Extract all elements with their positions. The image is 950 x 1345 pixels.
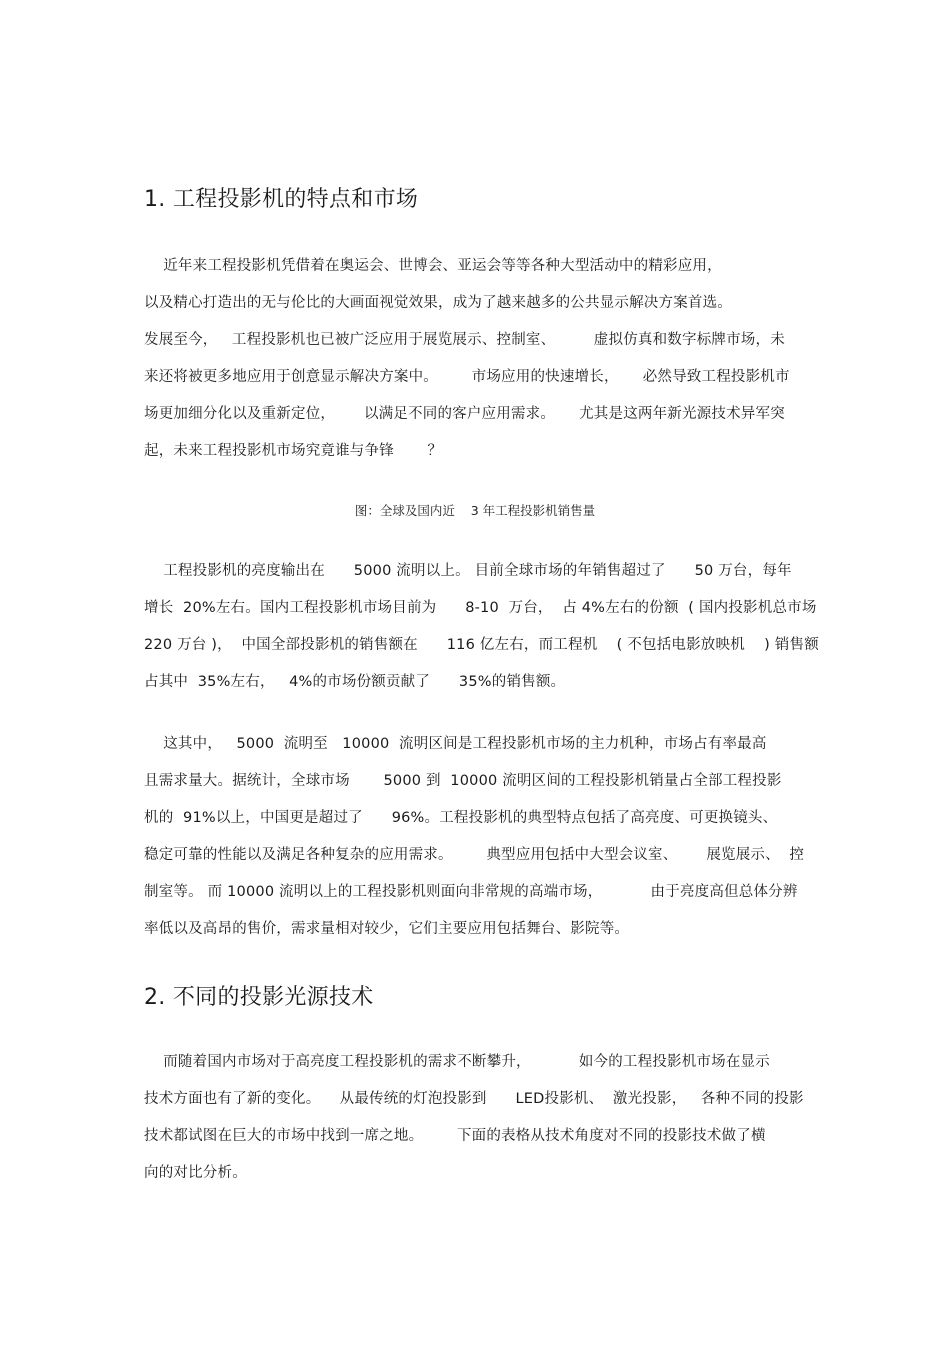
- paragraph-line: 来还将被更多地应用于创意显示解决方案中。 市场应用的快速增长， 必然导致工程投影机市: [144, 369, 790, 385]
- paragraph-line: 机的 91%以上，中国更是超过了 96%。工程投影机的典型特点包括了高亮度、可更换镜头、: [144, 810, 778, 826]
- paragraph-line: 技术都试图在巨大的市场中找到一席之地。 下面的表格从技术角度对不同的投影技术做了横: [144, 1128, 766, 1144]
- section-1-paragraph-2: [144, 553, 819, 701]
- section-1-paragraph-3: [144, 726, 814, 948]
- figure-caption: 图：全球及国内近 3 年工程投影机销售量: [354, 503, 596, 518]
- paragraph-line: 且需求量大。据统计，全球市场 5000 到 10000 流明区间的工程投影机销量占全部工程投影: [144, 773, 782, 789]
- section-2-heading: 2. 不同的投影光源技术: [144, 985, 374, 1010]
- paragraph-line: 稳定可靠的性能以及满足各种复杂的应用需求。 典型应用包括中大型会议室、 展览展示、 控: [144, 847, 805, 863]
- paragraph-line: 工程投影机的亮度输出在 5000 流明以上。 目前全球市场的年销售超过了 50 万台，每年: [144, 563, 792, 579]
- paragraph-line: 技术方面也有了新的变化。 从最传统的灯泡投影到 LED投影机、 激光投影， 各种不同的投影: [144, 1091, 804, 1107]
- paragraph-line: 发展至今， 工程投影机也已被广泛应用于展览展示、控制室、 虚拟仿真和数字标牌市场，未: [144, 332, 785, 348]
- paragraph-line: 占其中 35%左右， 4%的市场份额贡献了 35%的销售额。: [144, 674, 566, 690]
- paragraph-line: 而随着国内市场对于高亮度工程投影机的需求不断攀升， 如今的工程投影机市场在显示: [144, 1054, 770, 1070]
- paragraph-line: 这其中， 5000 流明至 10000 流明区间是工程投影机市场的主力机种，市场占有率最高: [144, 736, 767, 752]
- paragraph-line: 制室等。 而 10000 流明以上的工程投影机则面向非常规的高端市场， 由于亮度高但总体分辨: [144, 884, 798, 900]
- paragraph-line: 向的对比分析。: [144, 1165, 247, 1181]
- paragraph-line: 以及精心打造出的无与伦比的大画面视觉效果，成为了越来越多的公共显示解决方案首选。: [144, 295, 732, 311]
- section-1-paragraph-1: [144, 248, 814, 470]
- paragraph-line: 率低以及高昂的售价，需求量相对较少，它们主要应用包括舞台、影院等。: [144, 921, 630, 937]
- paragraph-line: 增长 20%左右。国内工程投影机市场目前为 8-10 万台， 占 4%左右的份额 ( 国内投影机总市场: [144, 600, 817, 616]
- paragraph-line: 近年来工程投影机凭借着在奥运会、世博会、亚运会等等各种大型活动中的精彩应用，: [144, 258, 722, 274]
- section-1-heading: 1. 工程投影机的特点和市场: [144, 187, 419, 212]
- section-2-paragraph-1: [144, 1044, 814, 1192]
- paragraph-line: 起，未来工程投影机市场究竟谁与争锋 ？: [144, 443, 443, 459]
- paragraph-line: 220 万台 )， 中国全部投影机的销售额在 116 亿左右，而工程机 ( 不包括电影放映机 ) 销售额: [144, 637, 819, 653]
- paragraph-line: 场更加细分化以及重新定位， 以满足不同的客户应用需求。 尤其是这两年新光源技术异军突: [144, 406, 785, 422]
